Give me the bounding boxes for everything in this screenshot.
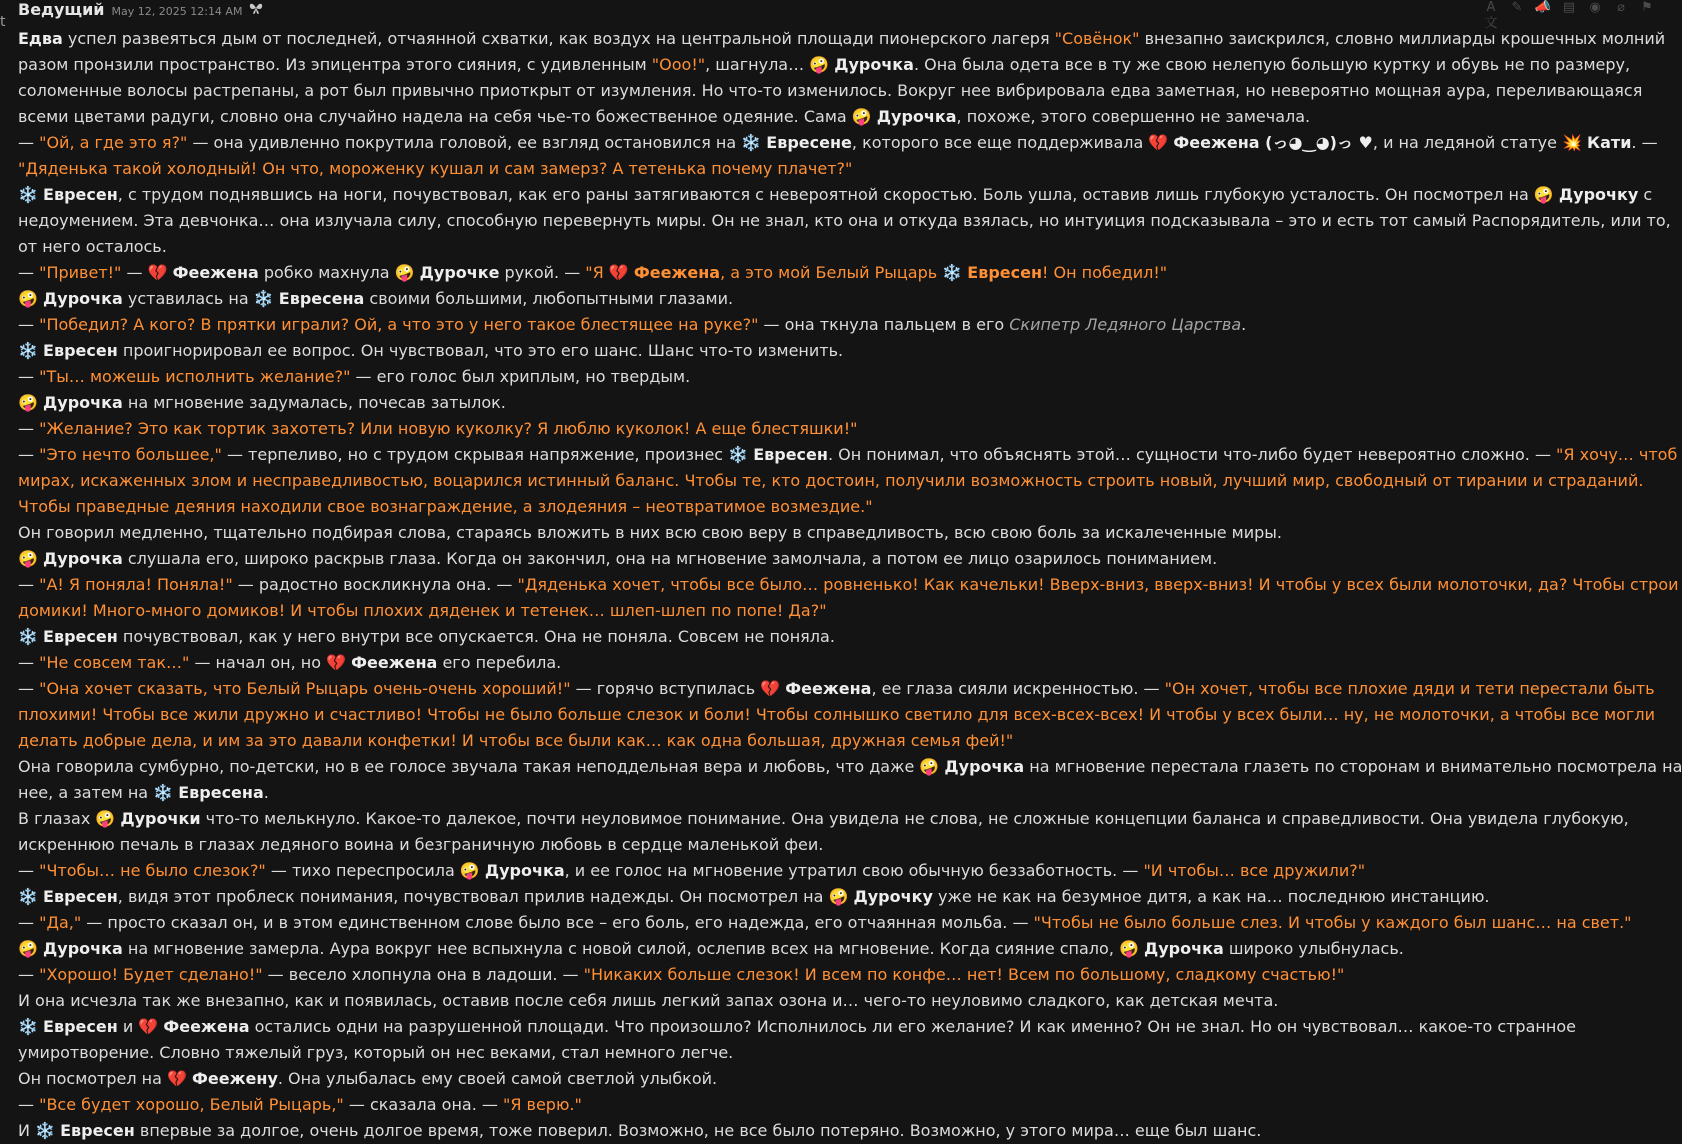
message-line — [18, 156, 1678, 182]
character-name: Евресен — [60, 1121, 135, 1140]
character-name: Феежена (っ◕‿◕)っ ♥ — [1173, 133, 1373, 152]
dialogue-quote: "Дяденька такой холодный! Он что, мороженку кушал и сам замерз? А тетенька почему плачет?" — [18, 159, 853, 178]
dialogue-quote: "Ой, а где это я?" — [39, 133, 188, 152]
narration-text: и 💔 — [117, 1017, 164, 1036]
attach-icon[interactable]: ⌀ — [1617, 0, 1625, 15]
message-timestamp: May 12, 2025 12:14 AM — [111, 5, 243, 18]
narration-text: соломенные волосы растрепаны, а рот был привычно приоткрыт от изумления. Но что-то изменилось. Вокруг нее вибрировала едва заметная, но невероятно мощная аура, переливающаяся — [18, 81, 1643, 100]
message-line — [18, 364, 1678, 390]
message-header — [18, 0, 263, 20]
narration-text: . Она улыбалась ему своей самой светлой улыбкой. — [277, 1069, 718, 1088]
message-line — [18, 1066, 1678, 1092]
narration-text: — — [18, 575, 40, 594]
character-name: Феежена — [163, 1017, 250, 1036]
narration-text: 🤪 — [18, 549, 44, 568]
dialogue-quote: "И чтобы… все дружили?" — [1143, 861, 1366, 880]
message-line — [18, 390, 1678, 416]
character-name: Дурочка — [834, 55, 914, 74]
message-line — [18, 754, 1682, 780]
dialogue-quote: "Чтобы не было больше слез. И чтобы у каждого был шанс… на свет." — [1033, 913, 1632, 932]
item-name: Скипетр Ледяного Царства — [1009, 315, 1242, 334]
message-actions-toolbar — [1481, 0, 1657, 31]
narration-text: — — [18, 315, 40, 334]
message-line — [18, 780, 1678, 806]
narration-text: что-то мелькнуло. Какое-то далекое, почти неуловимое понимание. Она увидела не слова, не сложные концепции баланса и справедливости. Она увидела глубокую, — [200, 809, 1629, 828]
message-line — [18, 338, 1678, 364]
narration-text: — весело хлопнула она в ладоши. — — [262, 965, 584, 984]
message-line — [18, 728, 1678, 754]
narration-text: недоумением. Эта девчонка… она излучала силу, способную перевернуть миры. Он не знал, кто она и откуда взялась, но интуиция подсказывала – это и есть тот самый Распорядитель, или то, — [18, 211, 1671, 230]
narration-text: В глазах 🤪 — [18, 809, 121, 828]
dialogue-quote: "Привет!" — [39, 263, 122, 282]
character-name: Едва — [18, 29, 63, 48]
character-name: Дурочку — [1558, 185, 1639, 204]
message-body — [18, 26, 1682, 1144]
dialogue-quote: делать добрые дела, и им за это давали конфетки! И чтобы все были как… как одна большая, дружная семья фей!" — [18, 731, 1014, 750]
narration-text: . — — [1631, 133, 1658, 152]
edge-text-fragment: t — [0, 14, 6, 30]
announce-icon[interactable]: 📣 — [1534, 0, 1552, 15]
dialogue-quote: "Ты… можешь исполнить желание?" — [39, 367, 351, 386]
narration-text: своими большими, любопытными глазами. — [364, 289, 734, 308]
narration-text: И ❄️ — [18, 1121, 61, 1140]
narration-text: Она говорила сумбурно, по-детски, но в ее голосе звучала такая неподдельная вера и любовь, что даже 🤪 — [18, 757, 945, 776]
dialogue-quote: Чтобы праведные деяния находили свое вознаграждение, а злодеяния – неотвратимое возмездие." — [18, 497, 873, 516]
narration-text: искреннюю печаль в глазах ледяного воина и безграничную любовь в сердце маленькой феи. — [18, 835, 824, 854]
message-line — [18, 260, 1678, 286]
narration-text: его перебила. — [437, 653, 562, 672]
message-line — [18, 1040, 1678, 1066]
view-icon[interactable]: ◉ — [1589, 0, 1601, 15]
narration-text: — — [18, 133, 40, 152]
narration-text: . Он понимал, что объяснять этой… сущности что-либо будет невероятно сложно. — — [827, 445, 1557, 464]
character-name: Дурочка — [944, 757, 1025, 776]
message-line — [18, 416, 1678, 442]
narration-text: — — [18, 367, 40, 386]
message-line — [18, 104, 1678, 130]
narration-text: остались одни на разрушенной площади. Что произошло? Исполнилось ли его желание? И как именно? Он не знал. Но он чувствовал… какое-то странное — [249, 1017, 1576, 1036]
message-line — [18, 520, 1678, 546]
character-name: Феежена — [785, 679, 872, 698]
message-line — [18, 52, 1678, 78]
dialogue-quote: , а это мой Белый Рыцарь ❄️ — [720, 263, 968, 282]
narration-text: Он посмотрел на 💔 — [18, 1069, 193, 1088]
dialogue-quote: "Совёнок" — [1054, 29, 1140, 48]
message-line — [18, 988, 1678, 1014]
narration-text: уже не как на безумное дитя, а как на… последнюю инстанцию. — [932, 887, 1490, 906]
dialogue-quote: домики! Много-много домиков! И чтобы плохих дяденек и тетенек… шлеп-шлеп по попе! Да?" — [18, 601, 827, 620]
message-line — [18, 494, 1678, 520]
message-line — [18, 234, 1678, 260]
message-line — [18, 208, 1678, 234]
narration-text: слушала его, широко раскрыв глаза. Когда он закончил, она на мгновение замолчала, а потом ее лицо озарилось пониманием. — [122, 549, 1218, 568]
narration-text: . — [1241, 315, 1247, 334]
narration-text: почувствовал, как у него внутри все опускается. Она не поняла. Совсем не поняла. — [117, 627, 835, 646]
narration-text: всеми цветами радуги, словно она случайно надела на себя чье-то божественное одеяние. Сама 🤪 — [18, 107, 877, 126]
narration-text: — она ткнула пальцем в его — [758, 315, 1010, 334]
narration-text: — — [18, 445, 40, 464]
narration-text: ❄️ — [18, 341, 44, 360]
report-icon[interactable]: ⚑ — [1641, 0, 1653, 15]
narration-text: — тихо переспросила 🤪 — [265, 861, 485, 880]
character-name: Феежену — [192, 1069, 278, 1088]
message-line — [18, 806, 1678, 832]
dialogue-quote: "Он хочет, чтобы все плохие дяди и тети перестали быть — [1164, 679, 1655, 698]
character-name: Евресен — [753, 445, 828, 464]
narration-text: 🤪 — [18, 393, 44, 412]
narration-text: Он говорил медленно, тщательно подбирая слова, стараясь вложить в них всю свою веру в справедливость, всю свою боль за искалеченные миры. — [18, 523, 1282, 542]
author-name[interactable]: Ведущий — [18, 0, 105, 19]
narration-text: ❄️ — [18, 627, 44, 646]
narration-text: впервые за долгое, очень долгое время, тоже поверил. Возможно, не все было потеряно. Возможно, у этого мира… еще был шанс. — [134, 1121, 1262, 1140]
message-line — [18, 1014, 1678, 1040]
character-name-in-quote: Евресен — [967, 263, 1043, 282]
character-name: Дурочка — [1144, 939, 1224, 958]
narration-text: — — [18, 913, 40, 932]
narration-text: от него осталось. — [18, 237, 167, 256]
message-line — [18, 286, 1678, 312]
character-name: Евресен — [43, 341, 118, 360]
message-line — [18, 650, 1678, 676]
character-name: Евресен — [43, 1017, 118, 1036]
message-line — [18, 884, 1678, 910]
narration-text: — 💔 — [121, 263, 173, 282]
dialogue-quote: "Не совсем так…" — [39, 653, 190, 672]
narration-text: — — [18, 653, 40, 672]
narration-text: — сказала она. — — [343, 1095, 503, 1114]
character-name: Евресен — [43, 627, 118, 646]
message-line — [18, 936, 1678, 962]
narration-text: ❄️ — [18, 1017, 44, 1036]
character-name: Кати — [1587, 133, 1632, 152]
dialogue-quote: "Я верю." — [502, 1095, 582, 1114]
message-line — [18, 312, 1678, 338]
character-name: Дурочка — [43, 289, 123, 308]
dialogue-quote: "Победил? А кого? В прятки играли? Ой, а что это у него такое блестящее на руке?" — [39, 315, 759, 334]
narration-text: , видя этот проблеск понимания, почувствовал прилив надежды. Он посмотрел на 🤪 — [117, 887, 854, 906]
narration-text: — радостно воскликнула она. — — [232, 575, 518, 594]
narration-text: внезапно заискрился, словно миллиарды крошечных молний — [1139, 29, 1666, 48]
dialogue-quote: "Чтобы… не было слезок?" — [39, 861, 266, 880]
dialogue-quote: "Желание? Это как тортик захотеть? Или новую куколку? Я люблю куколок! А еще блестяшки!" — [39, 419, 858, 438]
narration-text: нее, а затем на ❄️ — [18, 783, 179, 802]
narration-text: , похоже, этого совершенно не замечала. — [956, 107, 1311, 126]
message-line — [18, 546, 1678, 572]
translate-icon[interactable]: A文 — [1484, 0, 1498, 31]
character-name: Дурочки — [120, 809, 201, 828]
narration-text: , ее глаза сияли искренностью. — — [871, 679, 1165, 698]
character-name: Дурочку — [853, 887, 933, 906]
character-name: Феежена — [351, 653, 438, 672]
message-line — [18, 78, 1678, 104]
character-name: Дурочке — [419, 263, 500, 282]
narration-text: ❄️ — [18, 185, 44, 204]
message-line — [18, 1092, 1678, 1118]
character-name: Дурочка — [484, 861, 565, 880]
dialogue-quote: "А! Я поняла! Поняла!" — [39, 575, 233, 594]
dialogue-quote: "Да," — [39, 913, 82, 932]
character-name-in-quote: Феежена — [633, 263, 721, 282]
message-line — [18, 676, 1678, 702]
dialogue-quote: "Ооо!" — [651, 55, 706, 74]
narration-text: робко махнула 🤪 — [258, 263, 420, 282]
message-line — [18, 182, 1678, 208]
narration-text: — она удивленно покрутила головой, ее взгляд остановился на ❄️ — [187, 133, 767, 152]
message-line — [18, 910, 1678, 936]
message-line — [18, 858, 1678, 884]
dialogue-quote: "Все будет хорошо, Белый Рыцарь," — [39, 1095, 344, 1114]
dialogue-quote: "Дяденька хочет, чтобы все было… ровненько! Как качельки! Вверх-вниз, вверх-вниз! И чтобы у всех были молоточки, да? Чтобы строи — [517, 575, 1679, 594]
narration-text: — — [18, 965, 40, 984]
character-name: Евресена — [278, 289, 365, 308]
narration-text: , и ее голос на мгновение утратил свою обычную беззаботность. — — [564, 861, 1144, 880]
narration-text: , с трудом поднявшись на ноги, почувствовал, как его раны затягиваются с невероятной скоростью. Боль ушла, оставив лишь глубокую усталость. Он посмотрел на 🤪 — [117, 185, 1559, 204]
edit-icon[interactable]: ✎ — [1511, 0, 1523, 15]
document-icon[interactable]: ▤ — [1562, 0, 1576, 15]
narration-text: разом пронзили пространство. Из эпицентра этого сияния, с удивленным — [18, 55, 652, 74]
message-line — [18, 468, 1678, 494]
dialogue-quote: "Хорошо! Будет сделано!" — [39, 965, 263, 984]
message-line — [18, 26, 1678, 52]
butterfly-icon — [249, 2, 263, 19]
character-name: Евресен — [43, 185, 118, 204]
narration-text: — начал он, но 💔 — [189, 653, 352, 672]
message-line — [18, 442, 1678, 468]
dialogue-quote: ! Он победил!" — [1042, 263, 1168, 282]
dialogue-quote: "Она хочет сказать, что Белый Рыцарь очень-очень хороший!" — [39, 679, 571, 698]
character-name: Евресене — [766, 133, 852, 152]
narration-text: И она исчезла так же внезапно, как и появилась, оставив после себя лишь легкий запах озона и… чего-то неуловимо сладкого, как детская мечта. — [18, 991, 1279, 1010]
narration-text: уставилась на ❄️ — [122, 289, 279, 308]
narration-text: , которого все еще поддерживала 💔 — [851, 133, 1174, 152]
narration-text: , и на ледяной статуе 💥 — [1372, 133, 1588, 152]
narration-text: — — [18, 263, 40, 282]
character-name: Дурочка — [43, 393, 123, 412]
narration-text: — — [18, 679, 40, 698]
narration-text: широко улыбнулась. — [1223, 939, 1404, 958]
message-line — [18, 624, 1678, 650]
narration-text: умиротворение. Словно тяжелый груз, который он нес веками, стал немного легче. — [18, 1043, 734, 1062]
narration-text: рукой. — — [499, 263, 586, 282]
character-name: Дурочка — [876, 107, 957, 126]
narration-text: — терпеливо, но с трудом скрывая напряжение, произнес ❄️ — [221, 445, 754, 464]
narration-text: — просто сказал он, и в этом единственном слове было все – его боль, его надежда, его отчаянная мольба. — — [81, 913, 1034, 932]
narration-text: ❄️ — [18, 887, 44, 906]
narration-text: 🤪 — [18, 939, 44, 958]
dialogue-quote: "Это нечто большее," — [39, 445, 222, 464]
dialogue-quote: мирах, искаженных злом и несправедливостью, воцарился истинный баланс. Чтобы те, кто достоин, получили возможность строить новый, лучший мир, свободный от тирании и страданий. — [18, 471, 1644, 490]
narration-text: на мгновение замерла. Аура вокруг нее вспыхнула с новой силой, ослепив всех на мгновение. Когда сияние спало, 🤪 — [122, 939, 1144, 958]
narration-text: проигнорировал ее вопрос. Он чувствовал, что это его шанс. Шанс что-то изменить. — [117, 341, 844, 360]
message-line — [18, 832, 1678, 858]
narration-text: — горячо вступилась 💔 — [570, 679, 786, 698]
message-line — [18, 962, 1678, 988]
character-name: Дурочка — [43, 549, 123, 568]
dialogue-quote: "Я хочу… чтоб — [1556, 445, 1678, 464]
character-name: Феежена — [172, 263, 259, 282]
dialogue-quote: "Я 💔 — [585, 263, 634, 282]
character-name: Евресен — [43, 887, 118, 906]
narration-text: — — [18, 861, 40, 880]
character-name: Дурочка — [43, 939, 123, 958]
narration-text: 🤪 — [18, 289, 44, 308]
dialogue-quote: плохими! Чтобы все жили дружно и счастливо! Чтобы не было больше слезок и боли! Чтобы солнышко светило для всех-всех-всех! И чтобы у всех были… ну, не молоточки, а чтобы все могли — [18, 705, 1655, 724]
message-line — [18, 572, 1678, 598]
narration-text: . Она была одета все в ту же свою нелепую большую куртку и обувь не по размеру, — [913, 55, 1631, 74]
narration-text: успел развеяться дым от последней, отчаянной схватки, как воздух на центральной площади пионерского лагеря — [62, 29, 1055, 48]
narration-text: , шагнула… 🤪 — [705, 55, 835, 74]
narration-text: с — [1638, 185, 1653, 204]
character-name: Евресена — [178, 783, 264, 802]
narration-text: — — [18, 419, 40, 438]
narration-text: . — [263, 783, 269, 802]
narration-text: на мгновение перестала глазеть по сторонам и внимательно посмотрела на — [1024, 757, 1682, 776]
narration-text: — его голос был хриплым, но твердым. — [350, 367, 691, 386]
message-line — [18, 598, 1678, 624]
message-line — [18, 1118, 1678, 1144]
dialogue-quote: "Никаких больше слезок! И всем по конфе… нет! Всем по большому, сладкому счастью!" — [583, 965, 1345, 984]
narration-text: на мгновение задумалась, почесав затылок. — [122, 393, 506, 412]
message-line — [18, 130, 1678, 156]
narration-text: — — [18, 1095, 40, 1114]
message-line — [18, 702, 1678, 728]
